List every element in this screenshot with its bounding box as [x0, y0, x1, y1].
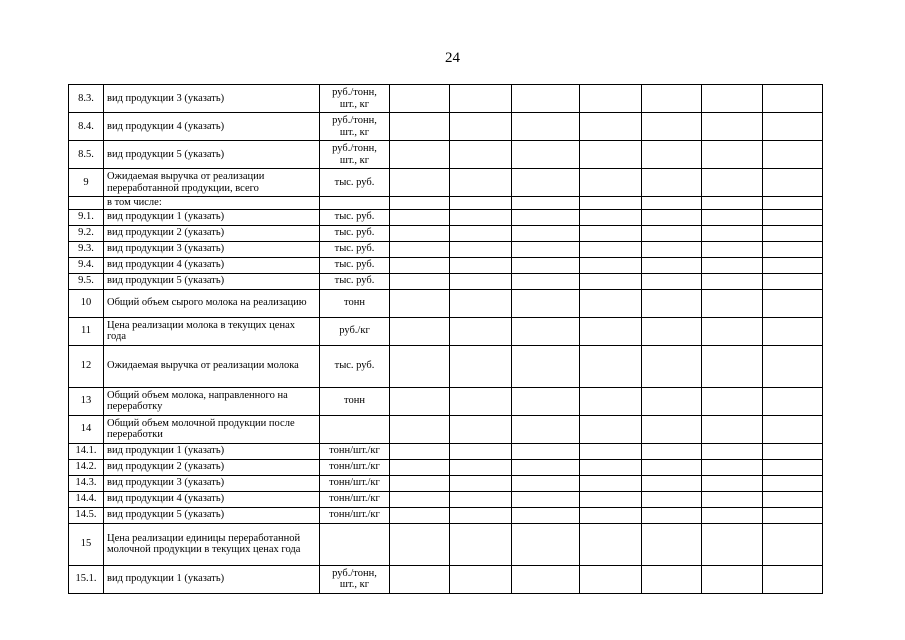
row-number-cell: 9 — [69, 169, 104, 197]
table-row — [69, 241, 823, 257]
value-cell-empty — [580, 475, 642, 491]
value-cell-empty — [763, 169, 823, 197]
value-cell-empty — [702, 197, 763, 210]
table-row — [69, 491, 823, 507]
value-cell-empty — [642, 141, 702, 169]
value-cell-empty — [390, 443, 450, 459]
value-cell-empty — [390, 241, 450, 257]
value-cell-empty — [512, 345, 580, 387]
table-row — [69, 475, 823, 491]
row-unit-cell: тонн/шт./кг — [320, 459, 390, 475]
value-cell-empty — [390, 523, 450, 565]
value-cell-empty — [580, 209, 642, 225]
value-cell-empty — [580, 415, 642, 443]
value-cell-empty — [702, 209, 763, 225]
value-cell-empty — [702, 345, 763, 387]
row-name-cell: вид продукции 2 (указать) — [104, 225, 320, 241]
value-cell-empty — [763, 241, 823, 257]
row-number-cell: 8.3. — [69, 85, 104, 113]
table-row — [69, 317, 823, 345]
value-cell-empty — [580, 459, 642, 475]
row-number-cell — [69, 197, 104, 210]
value-cell-empty — [512, 225, 580, 241]
row-number-cell: 12 — [69, 345, 104, 387]
value-cell-empty — [390, 415, 450, 443]
table-row — [69, 345, 823, 387]
row-number-cell: 14.3. — [69, 475, 104, 491]
value-cell-empty — [580, 197, 642, 210]
value-cell-empty — [702, 225, 763, 241]
value-cell-empty — [702, 85, 763, 113]
value-cell-empty — [763, 85, 823, 113]
value-cell-empty — [763, 273, 823, 289]
value-cell-empty — [580, 507, 642, 523]
value-cell-empty — [763, 209, 823, 225]
row-number-cell: 13 — [69, 387, 104, 415]
row-name-cell: Общий объем молока, направленного на переработку — [104, 387, 320, 415]
value-cell-empty — [642, 209, 702, 225]
value-cell-empty — [580, 257, 642, 273]
value-cell-empty — [642, 225, 702, 241]
row-unit-cell: тыс. руб. — [320, 345, 390, 387]
value-cell-empty — [390, 169, 450, 197]
row-unit-cell: тыс. руб. — [320, 241, 390, 257]
value-cell-empty — [580, 169, 642, 197]
value-cell-empty — [642, 345, 702, 387]
row-unit-cell: тонн — [320, 387, 390, 415]
row-name-cell: в том числе: — [104, 197, 320, 210]
value-cell-empty — [512, 197, 580, 210]
value-cell-empty — [512, 507, 580, 523]
value-cell-empty — [763, 345, 823, 387]
value-cell-empty — [450, 141, 512, 169]
table-row — [69, 169, 823, 197]
value-cell-empty — [642, 197, 702, 210]
table-row — [69, 415, 823, 443]
row-unit-cell: тыс. руб. — [320, 169, 390, 197]
value-cell-empty — [642, 491, 702, 507]
row-unit-cell: руб./тонн, шт., кг — [320, 85, 390, 113]
table-row — [69, 507, 823, 523]
value-cell-empty — [512, 141, 580, 169]
value-cell-empty — [450, 209, 512, 225]
row-name-cell: вид продукции 5 (указать) — [104, 141, 320, 169]
row-number-cell: 14.2. — [69, 459, 104, 475]
value-cell-empty — [390, 85, 450, 113]
value-cell-empty — [763, 523, 823, 565]
value-cell-empty — [450, 225, 512, 241]
value-cell-empty — [450, 85, 512, 113]
value-cell-empty — [450, 273, 512, 289]
value-cell-empty — [390, 387, 450, 415]
value-cell-empty — [512, 273, 580, 289]
row-name-cell: Ожидаемая выручка от реализации переработанной продукции, всего — [104, 169, 320, 197]
value-cell-empty — [390, 317, 450, 345]
value-cell-empty — [580, 273, 642, 289]
row-number-cell: 15.1. — [69, 565, 104, 593]
value-cell-empty — [450, 197, 512, 210]
row-number-cell: 9.1. — [69, 209, 104, 225]
row-name-cell: вид продукции 1 (указать) — [104, 209, 320, 225]
row-unit-cell: тыс. руб. — [320, 209, 390, 225]
value-cell-empty — [512, 241, 580, 257]
value-cell-empty — [512, 491, 580, 507]
table-row — [69, 85, 823, 113]
value-cell-empty — [390, 459, 450, 475]
value-cell-empty — [450, 241, 512, 257]
value-cell-empty — [702, 415, 763, 443]
value-cell-empty — [512, 257, 580, 273]
value-cell-empty — [512, 443, 580, 459]
value-cell-empty — [642, 113, 702, 141]
row-name-cell: вид продукции 4 (указать) — [104, 491, 320, 507]
value-cell-empty — [763, 415, 823, 443]
table-row — [69, 273, 823, 289]
row-unit-cell: тыс. руб. — [320, 257, 390, 273]
value-cell-empty — [763, 113, 823, 141]
row-name-cell: вид продукции 4 (указать) — [104, 113, 320, 141]
value-cell-empty — [763, 491, 823, 507]
value-cell-empty — [512, 169, 580, 197]
table-row — [69, 141, 823, 169]
table-row — [69, 523, 823, 565]
value-cell-empty — [702, 507, 763, 523]
value-cell-empty — [512, 317, 580, 345]
row-number-cell: 14.5. — [69, 507, 104, 523]
value-cell-empty — [763, 387, 823, 415]
value-cell-empty — [450, 289, 512, 317]
value-cell-empty — [702, 241, 763, 257]
value-cell-empty — [512, 565, 580, 593]
value-cell-empty — [390, 141, 450, 169]
value-cell-empty — [580, 491, 642, 507]
row-unit-cell — [320, 523, 390, 565]
value-cell-empty — [642, 317, 702, 345]
value-cell-empty — [763, 459, 823, 475]
value-cell-empty — [450, 169, 512, 197]
value-cell-empty — [390, 257, 450, 273]
value-cell-empty — [642, 273, 702, 289]
value-cell-empty — [642, 257, 702, 273]
value-cell-empty — [390, 197, 450, 210]
row-unit-cell: руб./тонн, шт., кг — [320, 565, 390, 593]
value-cell-empty — [702, 289, 763, 317]
row-name-cell: вид продукции 4 (указать) — [104, 257, 320, 273]
value-cell-empty — [450, 113, 512, 141]
row-name-cell: вид продукции 3 (указать) — [104, 475, 320, 491]
value-cell-empty — [512, 209, 580, 225]
value-cell-empty — [642, 523, 702, 565]
value-cell-empty — [642, 415, 702, 443]
value-cell-empty — [390, 491, 450, 507]
value-cell-empty — [450, 257, 512, 273]
value-cell-empty — [642, 475, 702, 491]
row-number-cell: 11 — [69, 317, 104, 345]
value-cell-empty — [702, 491, 763, 507]
value-cell-empty — [390, 565, 450, 593]
value-cell-empty — [642, 169, 702, 197]
value-cell-empty — [450, 345, 512, 387]
table-row — [69, 113, 823, 141]
table-row — [69, 225, 823, 241]
value-cell-empty — [390, 507, 450, 523]
row-name-cell: Цена реализации молока в текущих ценах года — [104, 317, 320, 345]
value-cell-empty — [450, 491, 512, 507]
value-cell-empty — [580, 565, 642, 593]
row-number-cell: 8.4. — [69, 113, 104, 141]
value-cell-empty — [702, 113, 763, 141]
value-cell-empty — [702, 523, 763, 565]
value-cell-empty — [512, 113, 580, 141]
row-unit-cell: тонн/шт./кг — [320, 475, 390, 491]
value-cell-empty — [450, 565, 512, 593]
value-cell-empty — [642, 85, 702, 113]
table-body — [69, 85, 823, 594]
value-cell-empty — [390, 209, 450, 225]
value-cell-empty — [390, 475, 450, 491]
value-cell-empty — [702, 443, 763, 459]
value-cell-empty — [450, 475, 512, 491]
row-name-cell: вид продукции 1 (указать) — [104, 565, 320, 593]
row-name-cell: вид продукции 3 (указать) — [104, 85, 320, 113]
row-unit-cell — [320, 415, 390, 443]
value-cell-empty — [450, 507, 512, 523]
value-cell-empty — [390, 345, 450, 387]
value-cell-empty — [642, 241, 702, 257]
value-cell-empty — [512, 289, 580, 317]
row-unit-cell: руб./тонн, шт., кг — [320, 113, 390, 141]
value-cell-empty — [702, 317, 763, 345]
row-unit-cell — [320, 197, 390, 210]
value-cell-empty — [642, 565, 702, 593]
row-name-cell: вид продукции 3 (указать) — [104, 241, 320, 257]
row-number-cell: 8.5. — [69, 141, 104, 169]
value-cell-empty — [702, 257, 763, 273]
row-name-cell: Общий объем сырого молока на реализацию — [104, 289, 320, 317]
value-cell-empty — [763, 257, 823, 273]
table-row — [69, 565, 823, 593]
row-number-cell: 9.2. — [69, 225, 104, 241]
value-cell-empty — [763, 443, 823, 459]
value-cell-empty — [763, 317, 823, 345]
row-unit-cell: тыс. руб. — [320, 273, 390, 289]
value-cell-empty — [702, 475, 763, 491]
value-cell-empty — [512, 523, 580, 565]
page-number: 24 — [445, 50, 460, 66]
value-cell-empty — [702, 459, 763, 475]
value-cell-empty — [642, 459, 702, 475]
value-cell-empty — [450, 387, 512, 415]
value-cell-empty — [763, 475, 823, 491]
table-row — [69, 257, 823, 273]
value-cell-empty — [580, 345, 642, 387]
table-row — [69, 459, 823, 475]
value-cell-empty — [512, 459, 580, 475]
value-cell-empty — [512, 415, 580, 443]
value-cell-empty — [390, 289, 450, 317]
value-cell-empty — [702, 141, 763, 169]
row-unit-cell: тонн/шт./кг — [320, 507, 390, 523]
row-name-cell: вид продукции 2 (указать) — [104, 459, 320, 475]
value-cell-empty — [580, 141, 642, 169]
row-number-cell: 9.4. — [69, 257, 104, 273]
value-cell-empty — [390, 273, 450, 289]
value-cell-empty — [763, 141, 823, 169]
value-cell-empty — [450, 523, 512, 565]
row-name-cell: вид продукции 1 (указать) — [104, 443, 320, 459]
value-cell-empty — [450, 443, 512, 459]
row-name-cell: вид продукции 5 (указать) — [104, 273, 320, 289]
value-cell-empty — [642, 507, 702, 523]
value-cell-empty — [390, 113, 450, 141]
row-number-cell: 10 — [69, 289, 104, 317]
row-unit-cell: тонн — [320, 289, 390, 317]
row-unit-cell: тыс. руб. — [320, 225, 390, 241]
value-cell-empty — [512, 387, 580, 415]
value-cell-empty — [642, 387, 702, 415]
row-name-cell: Цена реализации единицы переработанной молочной продукции в текущих ценах года — [104, 523, 320, 565]
value-cell-empty — [580, 523, 642, 565]
row-unit-cell: тонн/шт./кг — [320, 443, 390, 459]
value-cell-empty — [702, 565, 763, 593]
value-cell-empty — [580, 387, 642, 415]
data-table — [68, 84, 823, 594]
value-cell-empty — [763, 197, 823, 210]
table-row — [69, 209, 823, 225]
table-row — [69, 387, 823, 415]
value-cell-empty — [580, 225, 642, 241]
value-cell-empty — [450, 317, 512, 345]
value-cell-empty — [580, 443, 642, 459]
row-name-cell: Общий объем молочной продукции после переработки — [104, 415, 320, 443]
row-unit-cell: руб./тонн, шт., кг — [320, 141, 390, 169]
value-cell-empty — [702, 273, 763, 289]
value-cell-empty — [642, 443, 702, 459]
table-row — [69, 197, 823, 210]
value-cell-empty — [763, 507, 823, 523]
row-number-cell: 14.4. — [69, 491, 104, 507]
value-cell-empty — [580, 113, 642, 141]
value-cell-empty — [450, 415, 512, 443]
row-number-cell: 14.1. — [69, 443, 104, 459]
row-name-cell: вид продукции 5 (указать) — [104, 507, 320, 523]
value-cell-empty — [390, 225, 450, 241]
row-number-cell: 14 — [69, 415, 104, 443]
value-cell-empty — [642, 289, 702, 317]
row-unit-cell: руб./кг — [320, 317, 390, 345]
row-name-cell: Ожидаемая выручка от реализации молока — [104, 345, 320, 387]
row-number-cell: 9.3. — [69, 241, 104, 257]
row-number-cell: 9.5. — [69, 273, 104, 289]
row-number-cell: 15 — [69, 523, 104, 565]
value-cell-empty — [763, 565, 823, 593]
table-row — [69, 443, 823, 459]
table-row — [69, 289, 823, 317]
value-cell-empty — [512, 85, 580, 113]
value-cell-empty — [580, 317, 642, 345]
row-unit-cell: тонн/шт./кг — [320, 491, 390, 507]
value-cell-empty — [580, 241, 642, 257]
value-cell-empty — [580, 85, 642, 113]
value-cell-empty — [580, 289, 642, 317]
value-cell-empty — [763, 289, 823, 317]
value-cell-empty — [702, 169, 763, 197]
value-cell-empty — [512, 475, 580, 491]
value-cell-empty — [450, 459, 512, 475]
value-cell-empty — [763, 225, 823, 241]
value-cell-empty — [702, 387, 763, 415]
